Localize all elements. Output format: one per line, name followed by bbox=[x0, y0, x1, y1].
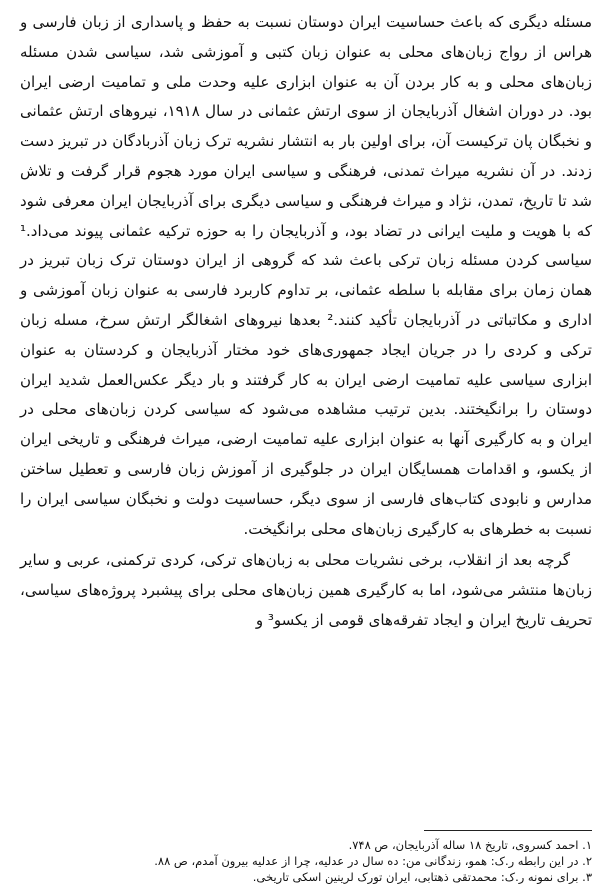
paragraph: مسئله دیگری که باعث حساسیت ایران دوستان نسبت به حفظ و پاسداری از زبان فارسی و هراس از رواج زبان‌های محلی به عنوان زبان کتبی و آموزشی شد، سیاسی شدن مسئله زبان‌های محلی و به کار بردن آن به عنوان ابزاری علیه وحدت ملی و تمامیت ارضی ایران بود. در دوران اشغال آذربایجان از سوی ارتش عثمانی در سال ۱۹۱۸، نیروهای ارتش عثمانی و نخبگان پان ترکیست آن، برای اولین بار به انتشار نشریه ترک زبان آذربادگان در تبریز دست زدند. در آن نشریه میراث تمدنی، فرهنگی و سیاسی ایران مورد هجوم قرار گرفت و تلاش شد تا تاریخ، تمدن، نژاد و میراث فرهنگی و سیاسی دیگری برای آذربایجان ایران معرفی شود که با هویت و ملیت ایرانی در تضاد بود، و آذربایجان را به حوزه ترکیه عثمانی پیوند می‌داد.¹ سیاسی کردن مسئله زبان ترکی باعث شد که گروهی از ایران دوستان ترک زبان تبریز در همان زمان برای مقابله با سلطه عثمانی، بر تداوم کاربرد فارسی به عنوان زبان آموزشی و اداری و مکاتباتی در آذربایجان تأکید کنند.² بعدها نیروهای اشغالگر ارتش سرخ، مسله زبان ترکی و کردی را در جریان ایجاد جمهوری‌های خود مختار آذربایجان و کردستان به عنوان ابزاری سیاسی علیه تمامیت ارضی ایران به کار گرفتند و بار دیگر عکس‌العمل شدید ایران دوستان را برانگیختند. بدین ترتیب مشاهده می‌شود که سیاسی کردن زبان‌های محلی در ایران و به کارگیری آنها به عنوان ابزاری علیه تمامیت ارضی، میراث فرهنگی و تاریخی ایران از یکسو، و اقدامات همسایگان ایران در جلوگیری از آموزش زبان فارسی و تعطیل ساختن مدارس و نابودی کتاب‌های فارسی از سوی دیگر، حساسیت دولت و نخبگان سیاسی ایران را نسبت به خطرهای به کارگیری زبان‌های محلی برانگیخت. bbox=[20, 13, 593, 538]
body-text bbox=[20, 8, 592, 636]
footnotes bbox=[20, 837, 592, 885]
document-page bbox=[20, 8, 593, 884]
footnote-separator bbox=[424, 830, 592, 831]
footnote: ۳. برای نمونه ر.ک: محمدتقی ذهتابی، ایران تورک لرینین اسکی تاریخی. bbox=[252, 870, 592, 884]
footnote: ۲. در این رابطه ر.ک: همو، زندگانی من: ده سال در عدلیه، چرا از عدلیه بیرون آمدم، ص ۸۸. bbox=[154, 854, 592, 868]
footnote: ۱. احمد کسروی، تاریخ ۱۸ ساله آذربایجان، ص ۷۴۸. bbox=[348, 838, 592, 852]
paragraph: گرچه بعد از انقلاب، برخی نشریات محلی به زبان‌های ترکی، کردی ترکمنی، عربی و سایر زبان‌ها منتشر می‌شود، اما به کارگیری همین زبان‌های محلی برای پیشبرد پروژه‌های سیاسی، تحریف تاریخ ایران و ایجاد تفرقه‌های قومی از یکسو³ و bbox=[20, 551, 592, 629]
